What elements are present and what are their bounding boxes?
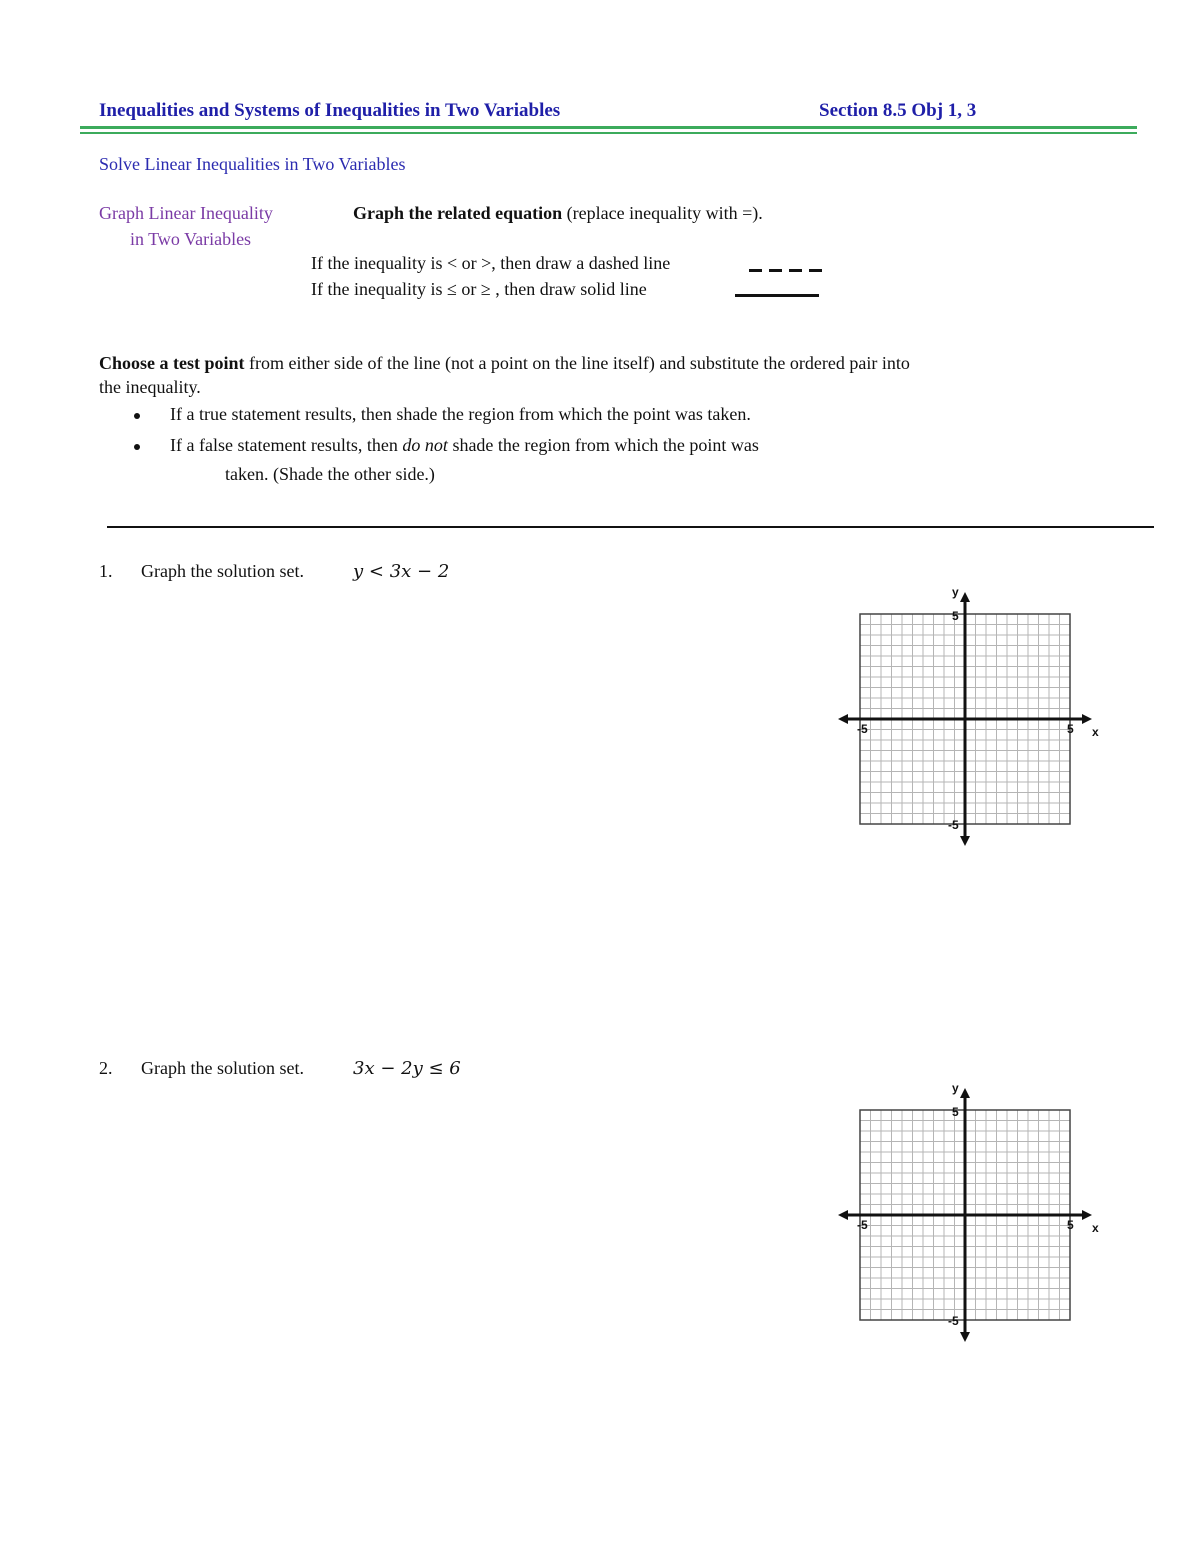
subtopic-line-2: in Two Variables xyxy=(130,229,252,249)
problem-2-number: 2. xyxy=(99,1058,113,1078)
problem-1-coordinate-grid[interactable] xyxy=(835,582,1097,848)
problem-2-coordinate-grid[interactable] xyxy=(835,1078,1097,1344)
document-title: Inequalities and Systems of Inequalities in Two Variables xyxy=(99,100,561,121)
x-axis-right-arrow xyxy=(1082,1210,1092,1220)
y-tick-max-label: 5 xyxy=(952,609,959,623)
test-point-instruction xyxy=(99,353,910,374)
solid-sample-line xyxy=(735,294,819,297)
dashed-sample-segment-3 xyxy=(789,269,802,272)
bullet-dot-1 xyxy=(134,413,140,419)
bullet-false-post: shade the region from which the point was xyxy=(447,435,759,455)
problem-2-prompt: Graph the solution set. xyxy=(141,1058,304,1078)
problem-1-prompt: Graph the solution set. xyxy=(141,561,304,581)
dashed-sample-segment-4 xyxy=(809,269,822,272)
y-axis-down-arrow xyxy=(960,836,970,846)
topic-heading: Solve Linear Inequalities in Two Variables xyxy=(99,154,406,174)
solid-line-rule: If the inequality is ≤ or ≥ , then draw solid line xyxy=(311,279,647,299)
y-tick-min-label: -5 xyxy=(948,818,959,832)
test-point-rest: from either side of the line (not a point on the line itself) and substitute the ordered pair into xyxy=(244,353,910,373)
dashed-sample-segment-1 xyxy=(749,269,762,272)
x-axis-right-arrow xyxy=(1082,714,1092,724)
subtopic-line-1: Graph Linear Inequality xyxy=(99,203,273,223)
x-tick-min-label: -5 xyxy=(857,722,868,736)
bullet-false-em: do not xyxy=(402,435,448,455)
x-tick-max-label: 5 xyxy=(1067,1218,1074,1232)
bullet-dot-2 xyxy=(134,444,140,450)
step-graph-equation-bold: Graph the related equation xyxy=(353,203,563,223)
bullet-true-statement: If a true statement results, then shade the region from which the point was taken. xyxy=(170,404,751,424)
header-rule-top xyxy=(80,126,1137,129)
y-axis-up-arrow xyxy=(960,592,970,602)
bullet-false-continuation: taken. (Shade the other side.) xyxy=(225,464,435,484)
x-axis-left-arrow xyxy=(838,714,848,724)
y-axis-label: y xyxy=(952,1081,959,1095)
y-tick-min-label: -5 xyxy=(948,1314,959,1328)
x-axis-label: x xyxy=(1092,1221,1099,1235)
x-tick-min-label: -5 xyxy=(857,1218,868,1232)
y-axis-label: y xyxy=(952,585,959,599)
step-graph-equation xyxy=(353,203,763,224)
test-point-bold: Choose a test point xyxy=(99,353,245,373)
dashed-sample-segment-2 xyxy=(769,269,782,272)
problem-1-inequality: y < 3x − 2 xyxy=(353,561,450,582)
header-rule-bottom xyxy=(80,132,1137,134)
x-axis-label: x xyxy=(1092,725,1099,739)
y-axis-up-arrow xyxy=(960,1088,970,1098)
section-divider xyxy=(107,526,1154,528)
problem-2-inequality: 3x − 2y ≤ 6 xyxy=(353,1058,461,1079)
problem-1-number: 1. xyxy=(99,561,113,581)
dashed-line-rule: If the inequality is < or >, then draw a dashed line xyxy=(311,253,671,273)
step-graph-equation-rest: (replace inequality with =). xyxy=(562,203,763,223)
x-tick-max-label: 5 xyxy=(1067,722,1074,736)
bullet-false-pre: If a false statement results, then xyxy=(170,435,403,455)
y-tick-max-label: 5 xyxy=(952,1105,959,1119)
section-label: Section 8.5 Obj 1, 3 xyxy=(819,100,977,121)
y-axis-down-arrow xyxy=(960,1332,970,1342)
test-point-instruction-cont: the inequality. xyxy=(99,377,201,397)
bullet-false-statement xyxy=(170,435,759,456)
x-axis-left-arrow xyxy=(838,1210,848,1220)
